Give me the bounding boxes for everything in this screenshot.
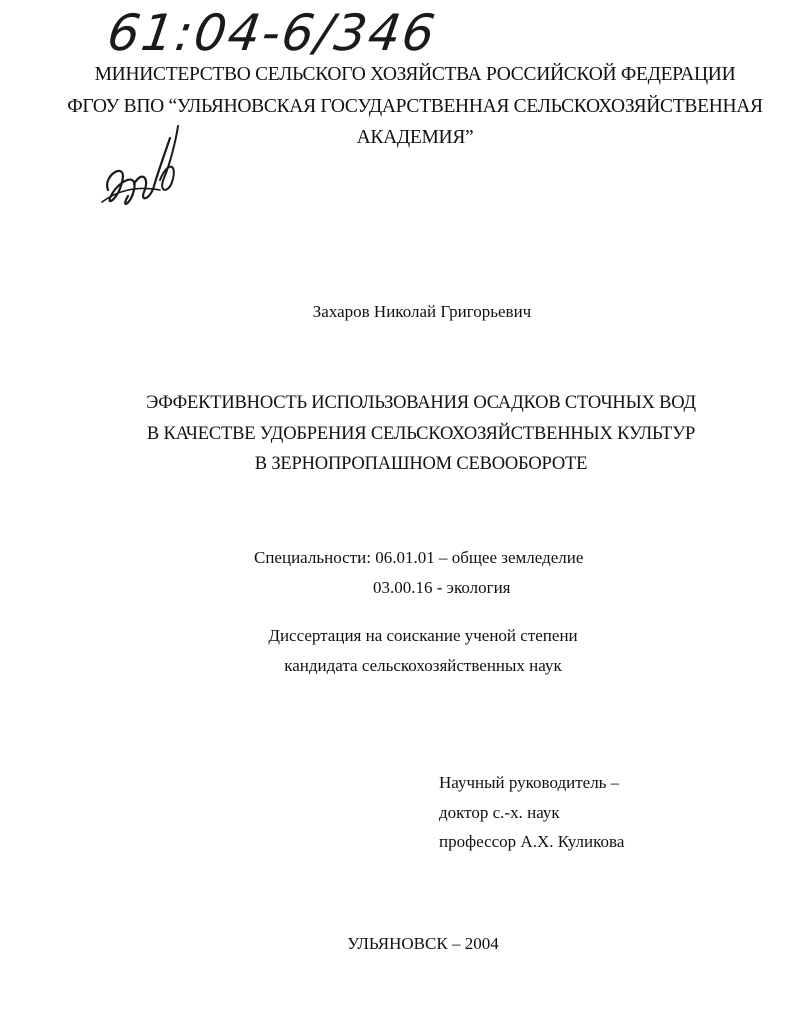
institution-header: ФГОУ ВПО “УЛЬЯНОВСКАЯ ГОСУДАРСТВЕННАЯ СЕЛЬСКОХОЗЯЙСТВЕННАЯ — [67, 96, 763, 117]
specialty-line-1 — [254, 548, 583, 568]
specialty-code-1: 06.01.01 – общее земледелие — [375, 548, 584, 567]
specialty-label: Специальности: — [254, 548, 371, 567]
dissertation-title-line-1: ЭФФЕКТИВНОСТЬ ИСПОЛЬЗОВАНИЯ ОСАДКОВ СТОЧНЫХ ВОД — [146, 393, 696, 413]
degree-line-1: Диссертация на соискание ученой степени — [268, 626, 578, 645]
ministry-header: МИНИСТЕРСТВО СЕЛЬСКОГО ХОЗЯЙСТВА РОССИЙСКОЙ ФЕДЕРАЦИИ — [94, 64, 736, 85]
supervisor-degree: доктор с.-х. наук — [439, 803, 560, 822]
handwritten-catalog-number: 61:04-6/346 — [103, 4, 441, 62]
city-year: УЛЬЯНОВСК – 2004 — [347, 934, 499, 953]
supervisor-role: Научный руководитель – — [439, 773, 620, 792]
supervisor-name: профессор А.Х. Куликова — [439, 832, 625, 851]
author-name: Захаров Николай Григорьевич — [312, 302, 532, 321]
dissertation-title-line-3: В ЗЕРНОПРОПАШНОМ СЕВООБОРОТЕ — [254, 454, 588, 474]
dissertation-title-line-2: В КАЧЕСТВЕ УДОБРЕНИЯ СЕЛЬСКОХОЗЯЙСТВЕННЫХ КУЛЬТУР — [146, 424, 696, 444]
institution-header-cont: АКАДЕМИЯ” — [356, 127, 474, 148]
specialty-code-2: 03.00.16 - экология — [373, 578, 511, 597]
degree-line-2: кандидата сельскохозяйственных наук — [284, 656, 562, 675]
